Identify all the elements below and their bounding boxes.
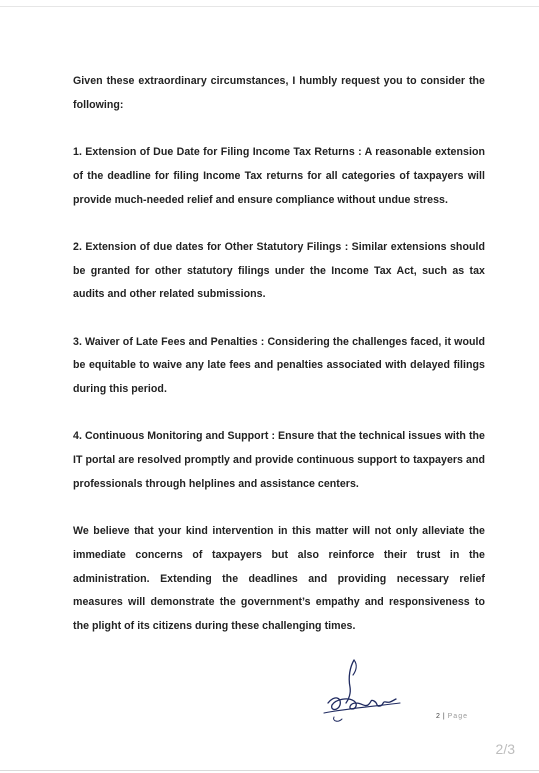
- handwritten-signature: [320, 655, 410, 735]
- closing-paragraph: We believe that your kind intervention in this matter will not only alleviate the immediate concerns of taxpayers but also reinforce their trust in the administration. Extending the deadlines and providing necessary relief measures will demonstrate the government’s empathy and responsiveness to the plight of its citizens during these challenging times.: [73, 525, 485, 633]
- bottom-divider: [0, 770, 539, 771]
- spacer: [73, 497, 485, 521]
- letter-body: [73, 70, 485, 639]
- request-item-1: 1. Extension of Due Date for Filing Income Tax Returns : A reasonable extension of the deadline for filing Income Tax returns for all categories of taxpayers will provide much-needed relief and ensure compliance without undue stress.: [73, 146, 485, 206]
- spacer: [73, 117, 485, 141]
- page-number-value: 2: [436, 713, 441, 720]
- page-footer: [436, 713, 468, 720]
- request-item-4: 4. Continuous Monitoring and Support : Ensure that the technical issues with the IT portal are resolved promptly and provide continuous support to taxpayers and professionals through helplines and assistance centers.: [73, 430, 485, 490]
- top-divider: [0, 6, 539, 7]
- page-label: Page: [447, 713, 468, 720]
- intro-paragraph: Given these extraordinary circumstances, I humbly request you to consider the following:: [73, 75, 485, 111]
- viewer-page-indicator: 2/3: [495, 741, 515, 757]
- page-separator: |: [442, 713, 446, 720]
- spacer: [73, 402, 485, 426]
- spacer: [73, 212, 485, 236]
- request-item-3: 3. Waiver of Late Fees and Penalties : Considering the challenges faced, it would be equitable to waive any late fees and penalties associated with delayed filings during this period.: [73, 335, 485, 396]
- request-item-2: 2. Extension of due dates for Other Statutory Filings : Similar extensions should be granted for other statutory filings under the Income Tax Act, such as tax audits and other related submissions.: [73, 240, 485, 301]
- spacer: [73, 307, 485, 331]
